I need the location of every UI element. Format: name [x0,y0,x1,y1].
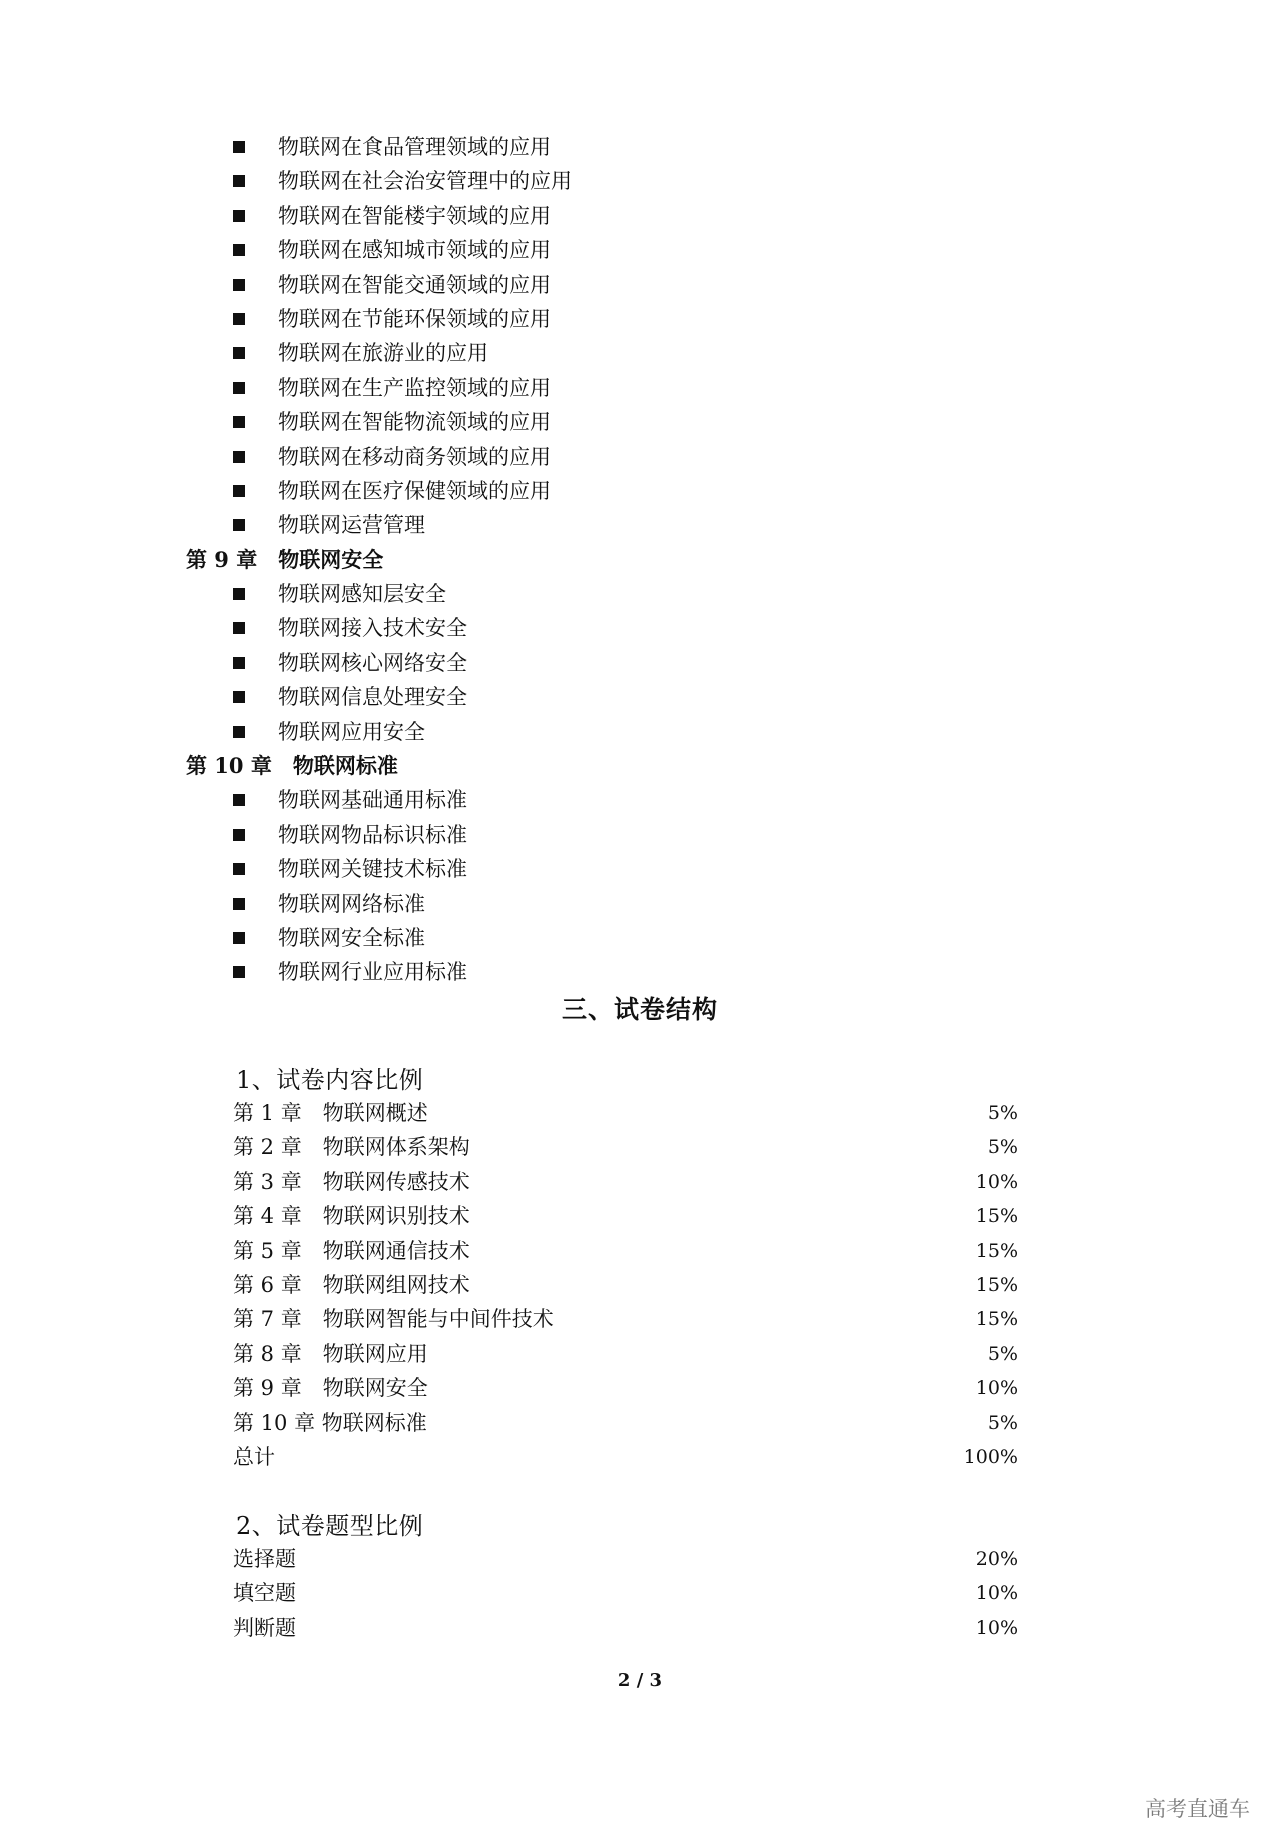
table-row [0,1371,1280,1405]
table-row [0,1199,1280,1233]
list-item-text: 物联网信息处理安全 [278,685,467,710]
square-bullet-icon [233,726,245,738]
row-label: 第 3 章 物联网传感技术 [233,1169,470,1194]
square-bullet-icon [233,794,245,806]
outline-list [0,130,1280,990]
row-label: 选择题 [233,1547,296,1571]
list-item-text: 物联网应用安全 [278,719,425,744]
list-item [0,611,1280,645]
table-row [0,1234,1280,1268]
list-item [0,268,1280,302]
square-bullet-icon [233,451,245,463]
list-item [0,233,1280,267]
list-item [0,336,1280,370]
square-bullet-icon [233,622,245,634]
table-row [0,1542,1280,1576]
list-item [0,887,1280,921]
list-item [0,818,1280,852]
table-row-total [0,1440,1280,1474]
row-percent: 15% [975,1239,1018,1262]
list-item-text: 物联网接入技术安全 [278,616,467,641]
list-item [0,646,1280,680]
list-item-text: 物联网运营管理 [278,513,425,538]
table-row [0,1165,1280,1199]
list-item-text: 物联网在感知城市领域的应用 [278,238,551,263]
list-item-text: 物联网感知层安全 [278,582,446,607]
list-item-text: 物联网网络标准 [278,891,425,916]
list-item-text: 物联网核心网络安全 [278,650,467,675]
table-row [0,1576,1280,1610]
row-percent: 5% [987,1411,1018,1434]
list-item-text: 物联网在生产监控领域的应用 [278,375,551,400]
list-item [0,440,1280,474]
list-item [0,783,1280,817]
square-bullet-icon [233,588,245,600]
content-ratio-title: 1、试卷内容比例 [236,1066,424,1094]
square-bullet-icon [233,141,245,153]
list-item-text: 物联网行业应用标准 [278,960,467,985]
square-bullet-icon [233,519,245,531]
row-percent: 5% [987,1136,1018,1159]
list-item [0,302,1280,336]
row-label: 第 7 章 物联网智能与中间件技术 [233,1307,554,1332]
row-percent: 100% [963,1445,1018,1468]
list-item-text: 物联网在旅游业的应用 [278,341,488,366]
list-item-text: 物联网在移动商务领域的应用 [278,444,551,469]
section-title: 三、试卷结构 [561,995,718,1024]
row-label: 第 4 章 物联网识别技术 [233,1204,470,1229]
page-number: 2 / 3 [617,1670,663,1691]
square-bullet-icon [233,932,245,944]
type-ratio-title: 2、试卷题型比例 [236,1512,424,1540]
type-ratio-table [0,1542,1280,1645]
list-item [0,715,1280,749]
row-percent: 15% [975,1273,1018,1296]
chapter-heading [0,543,1280,577]
square-bullet-icon [233,966,245,978]
watermark-text: 高考直通车 [1145,1797,1250,1821]
row-label: 第 6 章 物联网组网技术 [233,1272,470,1297]
square-bullet-icon [233,485,245,497]
list-item-text: 物联网在医疗保健领域的应用 [278,478,551,503]
square-bullet-icon [233,382,245,394]
list-item [0,921,1280,955]
row-percent: 10% [975,1582,1018,1605]
row-label: 判断题 [233,1615,296,1640]
square-bullet-icon [233,175,245,187]
row-percent: 20% [975,1548,1018,1570]
table-row [0,1096,1280,1130]
square-bullet-icon [233,657,245,669]
row-label: 填空题 [233,1581,296,1606]
list-item [0,405,1280,439]
row-label: 第 10 章 物联网标准 [233,1410,427,1435]
square-bullet-icon [233,210,245,222]
square-bullet-icon [233,416,245,428]
table-row [0,1268,1280,1302]
chapter-heading [0,749,1280,783]
row-percent: 10% [975,1616,1018,1639]
square-bullet-icon [233,313,245,325]
list-item [0,474,1280,508]
table-row [0,1130,1280,1164]
row-percent: 10% [975,1377,1018,1400]
row-label: 第 2 章 物联网体系架构 [233,1135,470,1160]
square-bullet-icon [233,347,245,359]
row-label: 第 1 章 物联网概述 [233,1101,428,1125]
square-bullet-icon [233,829,245,841]
list-item [0,199,1280,233]
row-percent: 5% [987,1102,1018,1124]
table-row [0,1302,1280,1336]
table-row [0,1611,1280,1645]
list-item-text: 物联网安全标准 [278,925,425,950]
chapter-9-title: 第 9 章 物联网安全 [186,546,384,572]
row-percent: 5% [987,1342,1018,1365]
table-row [0,1337,1280,1371]
row-label: 第 9 章 物联网安全 [233,1376,428,1401]
row-percent: 10% [975,1170,1018,1193]
list-item-text: 物联网在智能物流领域的应用 [278,410,551,435]
list-item [0,508,1280,542]
table-row [0,1406,1280,1440]
chapter-10-title: 第 10 章 物联网标准 [186,753,398,779]
row-label: 第 8 章 物联网应用 [233,1341,428,1366]
content-ratio-table [0,1096,1280,1474]
list-item [0,852,1280,886]
list-item-text: 物联网在智能楼宇领域的应用 [278,203,551,228]
list-item [0,955,1280,989]
list-item [0,371,1280,405]
list-item [0,130,1280,164]
list-item-text: 物联网关键技术标准 [278,857,467,882]
list-item-text: 物联网基础通用标准 [278,788,467,813]
row-percent: 15% [975,1205,1018,1228]
list-item [0,680,1280,714]
list-item-text: 物联网物品标识标准 [278,822,467,847]
list-item-text: 物联网在智能交通领域的应用 [278,272,551,297]
row-label: 总计 [233,1444,275,1469]
row-label: 第 5 章 物联网通信技术 [233,1238,470,1263]
square-bullet-icon [233,279,245,291]
list-item-text: 物联网在食品管理领域的应用 [278,135,551,159]
square-bullet-icon [233,691,245,703]
list-item-text: 物联网在节能环保领域的应用 [278,306,551,331]
list-item [0,164,1280,198]
row-percent: 15% [975,1308,1018,1331]
square-bullet-icon [233,898,245,910]
list-item-text: 物联网在社会治安管理中的应用 [278,169,572,194]
list-item [0,577,1280,611]
square-bullet-icon [233,863,245,875]
square-bullet-icon [233,244,245,256]
